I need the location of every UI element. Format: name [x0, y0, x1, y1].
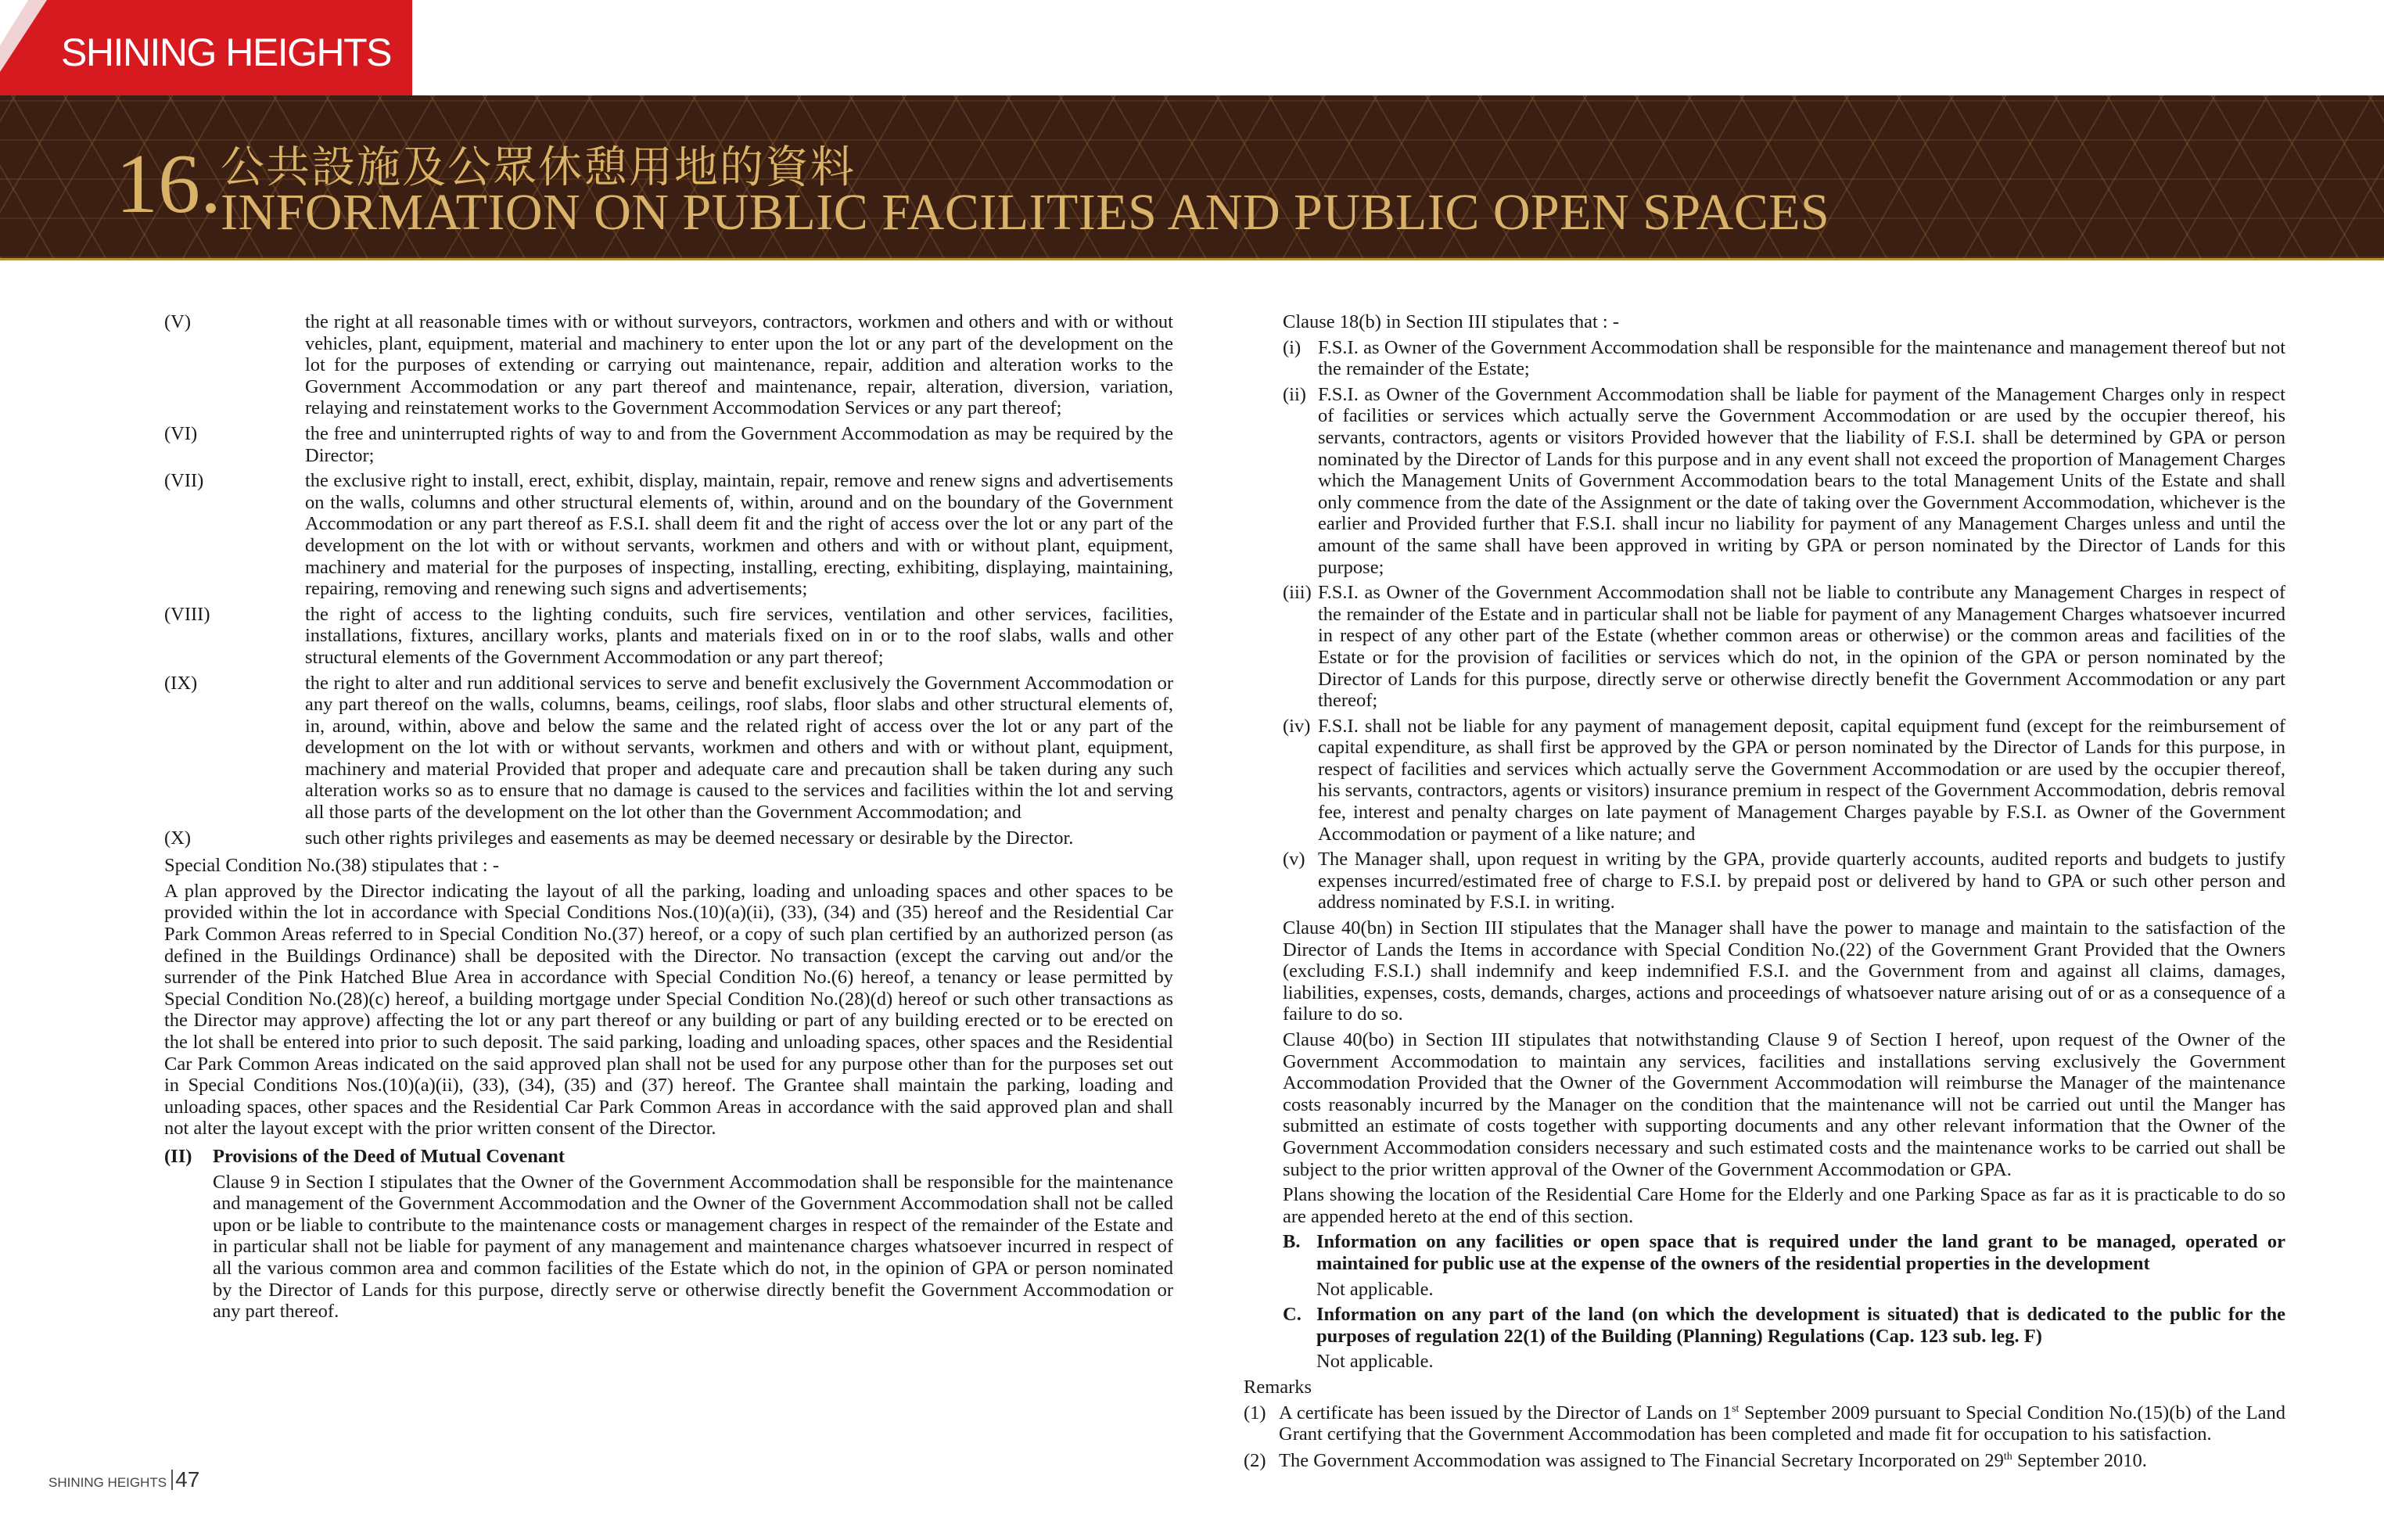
- deed-label: (II): [164, 1145, 192, 1167]
- clause-item-label: (iii): [1283, 582, 1312, 604]
- right-item: [164, 604, 1173, 669]
- clause-item-text: F.S.I. as Owner of the Government Accommodation shall be responsible for the maintenance and management thereof but not the remainder of the Estate;: [1318, 336, 2285, 380]
- remarks-heading: Remarks: [1244, 1376, 1312, 1398]
- remark-text-post: September 2009 pursuant to Special Condition No.(15)(b) of the Land Grant certifying that the Government Accommodation has been completed and made fit for occupation to his satisfaction.: [1279, 1402, 2285, 1445]
- item-text: such other rights privileges and easements as may be deemed necessary or desirable by the Director.: [305, 827, 1074, 849]
- deed-heading: [164, 1146, 1173, 1168]
- item-label: (V): [164, 311, 192, 332]
- clause-item: [1244, 337, 2285, 380]
- right-item: [164, 470, 1173, 600]
- remark-label: (1): [1244, 1402, 1266, 1423]
- item-text: the right at all reasonable times with or without surveyors, contractors, workmen and others and with or without vehicles, plant, equipment, material and machinery to enter upon the lot or any part of the development on the lot for the purposes of extending or carrying out maintenance, repair, addition and alteration works to the Government Accommodation or any part thereof and maintenance, repair, alteration, diversion, variation, relaying and reinstatement works to the Government Accommodation Services or any part thereof;: [305, 311, 1173, 419]
- footer-brand: SHINING HEIGHTS: [48, 1475, 167, 1490]
- section-title-chinese: 公共設施及公眾休憩用地的資料: [221, 142, 856, 193]
- right-item: [164, 423, 1173, 466]
- section-b-label: B.: [1283, 1231, 1301, 1253]
- section-title-english: INFORMATION ON PUBLIC FACILITIES AND PUBLIC OPEN SPACES: [221, 184, 1830, 241]
- section-c-label: C.: [1283, 1304, 1302, 1326]
- item-text: the right of access to the lighting conduits, such fire services, ventilation and other services, facilities, installations, fixtures, ancillary works, plants and materials fixed on in or to the roof slabs, walls and other structural elements of the Government Accommodation or any part thereof;: [305, 603, 1173, 668]
- clause-item-label: (ii): [1283, 383, 1306, 405]
- clause-item: [1244, 716, 2285, 845]
- remark-label: (2): [1244, 1449, 1266, 1471]
- page-footer: [48, 1467, 199, 1492]
- item-text: the exclusive right to install, erect, exhibit, display, maintain, repair, remove and renew signs and advertisements on the walls, columns and other structural elements of, within, around and on the boundary of the Government Accommodation or any part thereof as F.S.I. shall deem fit and the right of access over the lot or any part of the development on the lot with or without servants, workmen and others and with or without plant, equipment, machinery and material for the purposes of inspecting, installing, erecting, exhibiting, displaying, maintaining, repairing, removing and renewing such signs and advertisements;: [305, 470, 1173, 600]
- right-item: [164, 311, 1173, 419]
- section-c-heading: [1244, 1304, 2285, 1347]
- brand-tab-corner-highlight: [0, 0, 28, 45]
- clause-item-text: F.S.I. shall not be liable for any payment of management deposit, capital equipment fund (except for the reimbursement of capital expenditure, as shall first be approved by the GPA or person nominated by the Director of Lands for this purpose, in respect of facilities and services which actually serve the Government Accommodation or are used by the occupier thereof, his servants, contractors, agents or visitors) insurance premium in respect of the Government Accommodation, debris removal fee, interest and penalty charges on late payment of Management Charges payable by F.S.I. as Owner of the Government Accommodation or payment of a like nature; and: [1318, 715, 2285, 845]
- remark-text-post: September 2010.: [2012, 1449, 2147, 1471]
- item-text: the right to alter and run additional services to serve and benefit exclusively the Government Accommodation or any part thereof on the walls, columns, beams, ceilings, roof slabs, floor slabs and other structural elements of, in, around, within, above and below the same and the related right of access over the lot or any part of the development on the lot with or without servants, workmen and others and with or without plant, equipment, machinery and material Provided that proper and adequate care and precaution shall be taken during any such alteration works so as to ensure that no damage is caused to the services and facilities within the lot and serving all those parts of the development on the lot other than the Government Accommodation; and: [305, 672, 1173, 824]
- remark-text-pre: A certificate has been issued by the Director of Lands on 1: [1279, 1402, 1732, 1423]
- right-item: [164, 827, 1173, 849]
- clause-item-text: F.S.I. as Owner of the Government Accommodation shall be liable for payment of the Management Charges only in respect of facilities or services which actually serve the Government Accommodation or are used by the occupier thereof, his servants, contractors, agents or visitors Provided however that the liability of F.S.I. shall be determined by GPA or person nominated by the Director of Lands for this purpose and in any event shall not exceed the proportion of Management Charges which the Management Units of Government Accommodation bears to the total Management Units of the Estate and shall only commence from the date of the Assignment or the date of taking over the Government Accommodation, whichever is the earlier and Provided further that F.S.I. shall incur no liability for payment of any Management Charges unless and until the amount of the same shall have been approved in writing by GPA or person nominated by the Director of Lands for this purpose;: [1318, 383, 2285, 578]
- clause-item: [1244, 384, 2285, 578]
- remark-text-pre: The Government Accommodation was assigned to The Financial Secretary Incorporated on 29: [1279, 1449, 2004, 1471]
- section-number: 16.: [116, 138, 221, 231]
- remark-item: [1244, 1450, 2285, 1472]
- right-column: [1244, 311, 2285, 1475]
- brand-tab: [0, 0, 412, 95]
- deed-heading-text: Provisions of the Deed of Mutual Covenant: [213, 1145, 565, 1167]
- remark-text-sup: st: [1732, 1402, 1740, 1415]
- clause-item: [1244, 849, 2285, 914]
- page-number: 47: [175, 1467, 200, 1492]
- plans-note: Plans showing the location of the Residential Care Home for the Elderly and one Parking Space as far as it is practicable to do so are appended hereto at the end of this section.: [1283, 1184, 2285, 1227]
- clause-item-text: F.S.I. as Owner of the Government Accommodation shall not be liable to contribute any Management Charges in respect of the remainder of the Estate and in particular shall not be liable for payment of any Management Charges whatsoever incurred in respect of any other part of the Estate (whether common areas or otherwise) or the common areas and facilities of the Estate or for the provision of facilities or services which do not, in the opinion of the GPA or person nominated by the Director of Lands for this purpose, directly serve or otherwise directly benefit the Government Accommodation or any part thereof;: [1318, 582, 2285, 712]
- clause-item: [1244, 582, 2285, 712]
- clause-item-label: (iv): [1283, 715, 1311, 737]
- section-c-body: Not applicable.: [1316, 1351, 1434, 1373]
- right-item: [164, 673, 1173, 824]
- item-label: (VI): [164, 422, 198, 444]
- left-column: [164, 311, 1173, 1326]
- section-b-body: Not applicable.: [1316, 1278, 1434, 1300]
- clause-18b-heading: Clause 18(b) in Section III stipulates that : -: [1283, 311, 1620, 332]
- clause-item-label: (i): [1283, 336, 1302, 358]
- special-condition-body: A plan approved by the Director indicating the layout of all the parking, loading and unloading spaces and other spaces to be provided within the lot in accordance with Special Conditions Nos.(10)(a)(ii), (33), (34) and (35) hereof and the Residential Car Park Common Areas referred to in Special Condition No.(37) hereof, or a copy of such plan certified by an authorized person (as defined in the Buildings Ordinance) shall be deposited with the Director. No transaction (except the carving out and/or the surrender of the Pink Hatched Blue Area in accordance with Special Condition No.(6) hereof, a tenancy or lease permitted by Special Condition No.(28)(c) hereof, a building mortgage under Special Condition No.(28)(d) hereof or such other transactions as the Director may approve) affecting the lot or any part thereof or any building or part of any building erected or to be erected on the lot shall be entered into prior to such deposit. The said parking, loading and unloading spaces, other spaces and the Residential Car Park Common Areas indicated on the said approved plan shall not be used for any purpose other than for the purposes set out in Special Conditions Nos.(10)(a)(ii), (33), (34), (35) and (37) hereof. The Grantee shall maintain the parking, loading and unloading spaces, other spaces and the Residential Car Park Common Areas in accordance with the said approved plan and shall not alter the layout except with the prior written consent of the Director.: [164, 880, 1173, 1140]
- item-label: (X): [164, 827, 192, 849]
- remark-item: [1244, 1402, 2285, 1445]
- footer-divider: [171, 1470, 173, 1490]
- clause-item-text: The Manager shall, upon request in writing by the GPA, provide quarterly accounts, audited reports and budgets to justify expenses incurred/estimated free of charge to F.S.I. by prepaid post or delivered by hand to GPA or such other person and address nominated by F.S.I. in writing.: [1318, 849, 2285, 914]
- section-c-heading-text: Information on any part of the land (on which the development is situated) that is dedicated to the public for the purposes of regulation 22(1) of the Building (Planning) Regulations (Cap. 123 sub. leg. F): [1316, 1304, 2285, 1347]
- item-label: (IX): [164, 672, 198, 694]
- brand-name: SHINING HEIGHTS: [61, 31, 391, 74]
- clause-item-label: (v): [1283, 849, 1305, 871]
- clause-40bn: Clause 40(bn) in Section III stipulates that the Manager shall have the power to manage and maintain to the satisfaction of the Director of Lands the Items in accordance with Special Condition No.(22) of the Government Grant Provided that the Owners (excluding F.S.I.) shall indemnify and keep indemnified F.S.I. and the Government from and against all claims, damages, liabilities, expenses, costs, demands, charges, actions and proceedings of whatsoever nature arising out of or as a consequence of a failure to do so.: [1283, 917, 2285, 1025]
- deed-body: Clause 9 in Section I stipulates that the Owner of the Government Accommodation shall be responsible for the maintenance and management of the Government Accommodation and the Owner of the Government Accommodation shall not be called upon or be liable to contribute to the maintenance costs or management charges in respect of the remainder of the Estate and in particular shall not be liable for payment of any management and maintenance charges whatsoever incurred in respect of all the various common area and common facilities of the Estate which do not, in the opinion of GPA or person nominated by the Director of Lands for this purpose, directly serve or otherwise directly benefit the Government Accommodation or any part thereof.: [213, 1171, 1173, 1323]
- clause-40bo: Clause 40(bo) in Section III stipulates that notwithstanding Clause 9 of Section I hereof, upon request of the Owner of the Government Accommodation to maintain any services, facilities and installations serving exclusively the Government Accommodation Provided that the Owner of the Government Accommodation will reimburse the Manager of the maintenance costs reasonably incurred by the Manager on the condition that the maintenance will not be carried out until the Manger has submitted an estimate of costs together with supporting documents and any other relevant information that the Owner of the Government Accommodation considers necessary and such estimated costs and the maintenance works to be carried out shall be subject to the prior written approval of the Owner of the Government Accommodation or GPA.: [1283, 1029, 2285, 1180]
- section-b-heading: [1244, 1231, 2285, 1274]
- section-b-heading-text: Information on any facilities or open space that is required under the land grant to be managed, operated or maintained for public use at the expense of the owners of the residential properties in the development: [1316, 1231, 2285, 1274]
- item-text: the free and uninterrupted rights of way to and from the Government Accommodation as may be required by the Director;: [305, 422, 1173, 466]
- remark-text-sup: th: [2003, 1450, 2012, 1463]
- item-label: (VIII): [164, 603, 210, 625]
- section-banner: [0, 95, 2384, 260]
- special-condition-heading: Special Condition No.(38) stipulates that : -: [164, 855, 500, 877]
- item-label: (VII): [164, 470, 204, 492]
